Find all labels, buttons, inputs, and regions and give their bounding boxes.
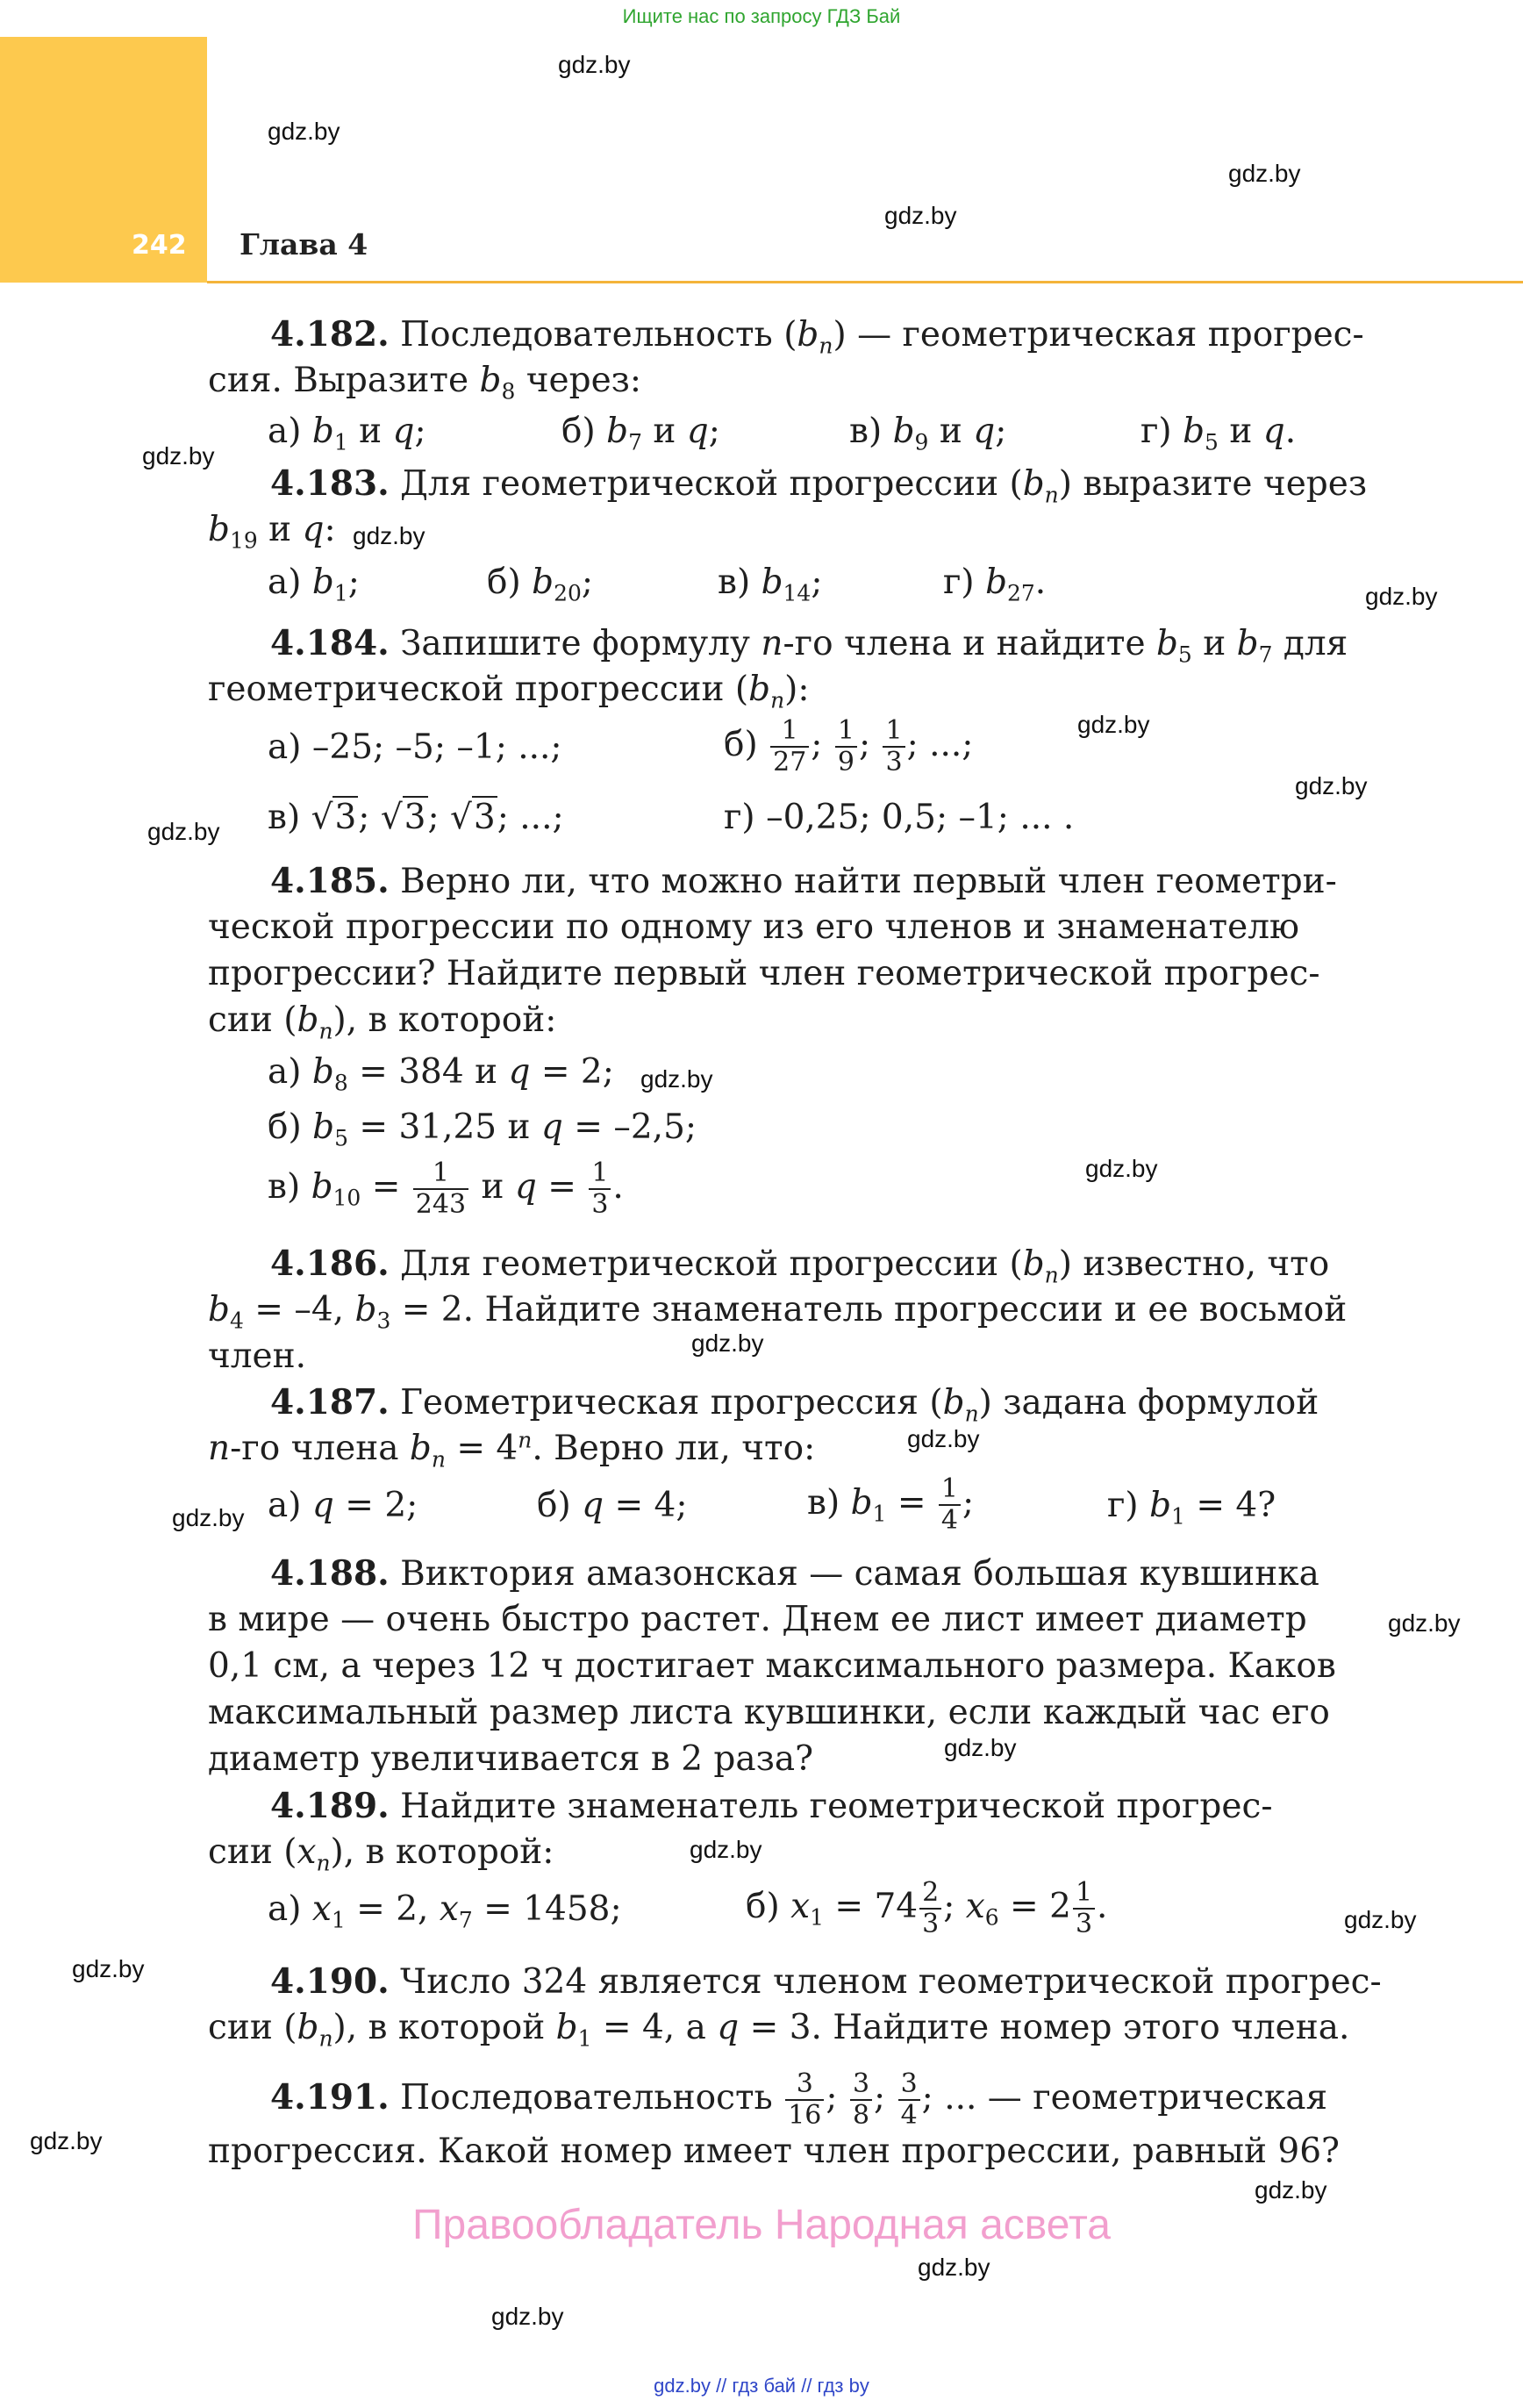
watermark: gdz.by — [640, 1065, 713, 1093]
watermark: gdz.by — [172, 1504, 245, 1531]
problem-4-188-line-1: 4.188. Виктория амазонская — самая большая кувшинка — [270, 1553, 1319, 1594]
problem-4-190-line-2: сии $(b_n)$, в которой $b_1 = 4$, а q = 3. Найдите номер этого члена. — [208, 2008, 1350, 2052]
problem-4-184-line-1: 4.184. Запишите формулу n-го члена и найдите $b_5$ и $b_7$ для — [270, 623, 1348, 668]
watermark: gdz.by — [1255, 2176, 1327, 2204]
problem-4-187-line-2: n-го члена $b_n = 4^n$. Верно ли, что: — [208, 1427, 816, 1473]
problem-4-188-line-2: в мире — очень быстро растет. Днем ее лист имеет диаметр — [208, 1600, 1307, 1639]
watermark: gdz.by — [30, 2127, 103, 2154]
chapter-title: Глава 4 — [240, 227, 368, 262]
header-rule — [207, 281, 1523, 283]
top-banner[interactable]: Ищите нас по запросу ГДЗ Бай — [622, 5, 901, 27]
watermark: gdz.by — [1388, 1609, 1461, 1637]
watermark: gdz.by — [1228, 160, 1301, 187]
problem-4-188-line-4: максимальный размер листа кувшинки, если каждый час его — [208, 1693, 1330, 1732]
problem-4-189-line-2: сии $(x_n)$, в которой: — [208, 1832, 554, 1876]
problem-4-186-line-1: 4.186. Для геометрической прогрессии $(b_n)$ известно, что — [270, 1243, 1330, 1288]
watermark: gdz.by — [1085, 1155, 1158, 1182]
problem-4-185-option-c: в) $b_{10}$ = $\frac{1}{243}$ и q = $\frac{1}{3}$ . — [268, 1157, 624, 1220]
watermark: gdz.by — [1344, 1906, 1417, 1933]
watermark: gdz.by — [918, 2254, 990, 2281]
problem-4-183-line-1: 4.183. Для геометрической прогрессии $(b_n)$ выразите через — [270, 463, 1368, 508]
problem-4-182-line-2: сия. Выразите $b_8$ через: — [208, 361, 642, 405]
problem-4-190-line-1: 4.190. Число 324 является членом геометрической прогрес- — [270, 1961, 1382, 2002]
problem-4-185-option-a: а) $b_8 = 384$ и q = 2; — [268, 1052, 614, 1096]
problem-4-188-line-5: диаметр увеличивается в 2 раза? — [208, 1739, 814, 1779]
bottom-banner[interactable]: gdz.by // гдз бай // гдз by — [654, 2375, 869, 2397]
watermark: gdz.by — [353, 522, 425, 549]
problem-number: 4.182. — [270, 314, 390, 355]
watermark: gdz.by — [691, 1329, 764, 1357]
watermark: gdz.by — [1295, 772, 1368, 799]
watermark: gdz.by — [1365, 583, 1438, 610]
problem-4-184-line-2: геометрической прогрессии $(b_n)$: — [208, 670, 810, 713]
watermark: gdz.by — [558, 51, 631, 78]
watermark: gdz.by — [147, 818, 220, 845]
watermark: gdz.by — [884, 202, 957, 229]
rights-holder: Правообладатель Народная асвета — [412, 2202, 1111, 2248]
problem-4-185-option-b: б) $b_5 = 31,25$ и q = –2,5; — [268, 1107, 697, 1151]
problem-4-188-line-3: 0,1 см, а через 12 ч достигает максимального размера. Каков — [208, 1646, 1336, 1686]
watermark: gdz.by — [142, 442, 215, 469]
problem-4-191-line-2: прогрессия. Какой номер имеет член прогрессии, равный 96? — [208, 2132, 1340, 2171]
problem-4-185-line-4: сии $(b_n)$, в которой: — [208, 1000, 557, 1044]
watermark: gdz.by — [944, 1734, 1017, 1761]
watermark: gdz.by — [268, 118, 340, 145]
problem-4-186-line-2: $b_4 = -4$, $b_3 = 2$. Найдите знаменатель прогрессии и ее восьмой — [208, 1290, 1348, 1334]
problem-4-186-line-3: член. — [208, 1337, 307, 1376]
problem-4-187-line-1: 4.187. Геометрическая прогрессия $(b_n)$ задана формулой — [270, 1382, 1319, 1427]
watermark: gdz.by — [690, 1836, 762, 1863]
problem-4-191-line-1: 4.191. Последовательность $\frac{3}{16}$ ; $\frac{3}{8}$ ; $\frac{3}{4}$ ; ... — геометрическая — [270, 2068, 1328, 2131]
page-number: 242 — [132, 230, 187, 261]
problem-4-182-line-1: 4.182. Последовательность $(b_n)$ — геометрическая прогрес- — [270, 314, 1364, 359]
watermark: gdz.by — [907, 1425, 980, 1452]
watermark: gdz.by — [491, 2303, 564, 2330]
watermark: gdz.by — [72, 1955, 145, 1982]
problem-4-183-line-2: $b_{19}$ и q: — [208, 510, 336, 554]
problem-4-185-line-2: ческой прогрессии по одному из его членов и знаменателю — [208, 907, 1299, 947]
problem-4-189-line-1: 4.189. Найдите знаменатель геометрической прогрес- — [270, 1786, 1273, 1826]
watermark: gdz.by — [1077, 711, 1150, 738]
problem-4-185-line-1: 4.185. Верно ли, что можно найти первый член геометри- — [270, 861, 1337, 901]
problem-4-185-line-3: прогрессии? Найдите первый член геометрической прогрес- — [208, 954, 1320, 993]
